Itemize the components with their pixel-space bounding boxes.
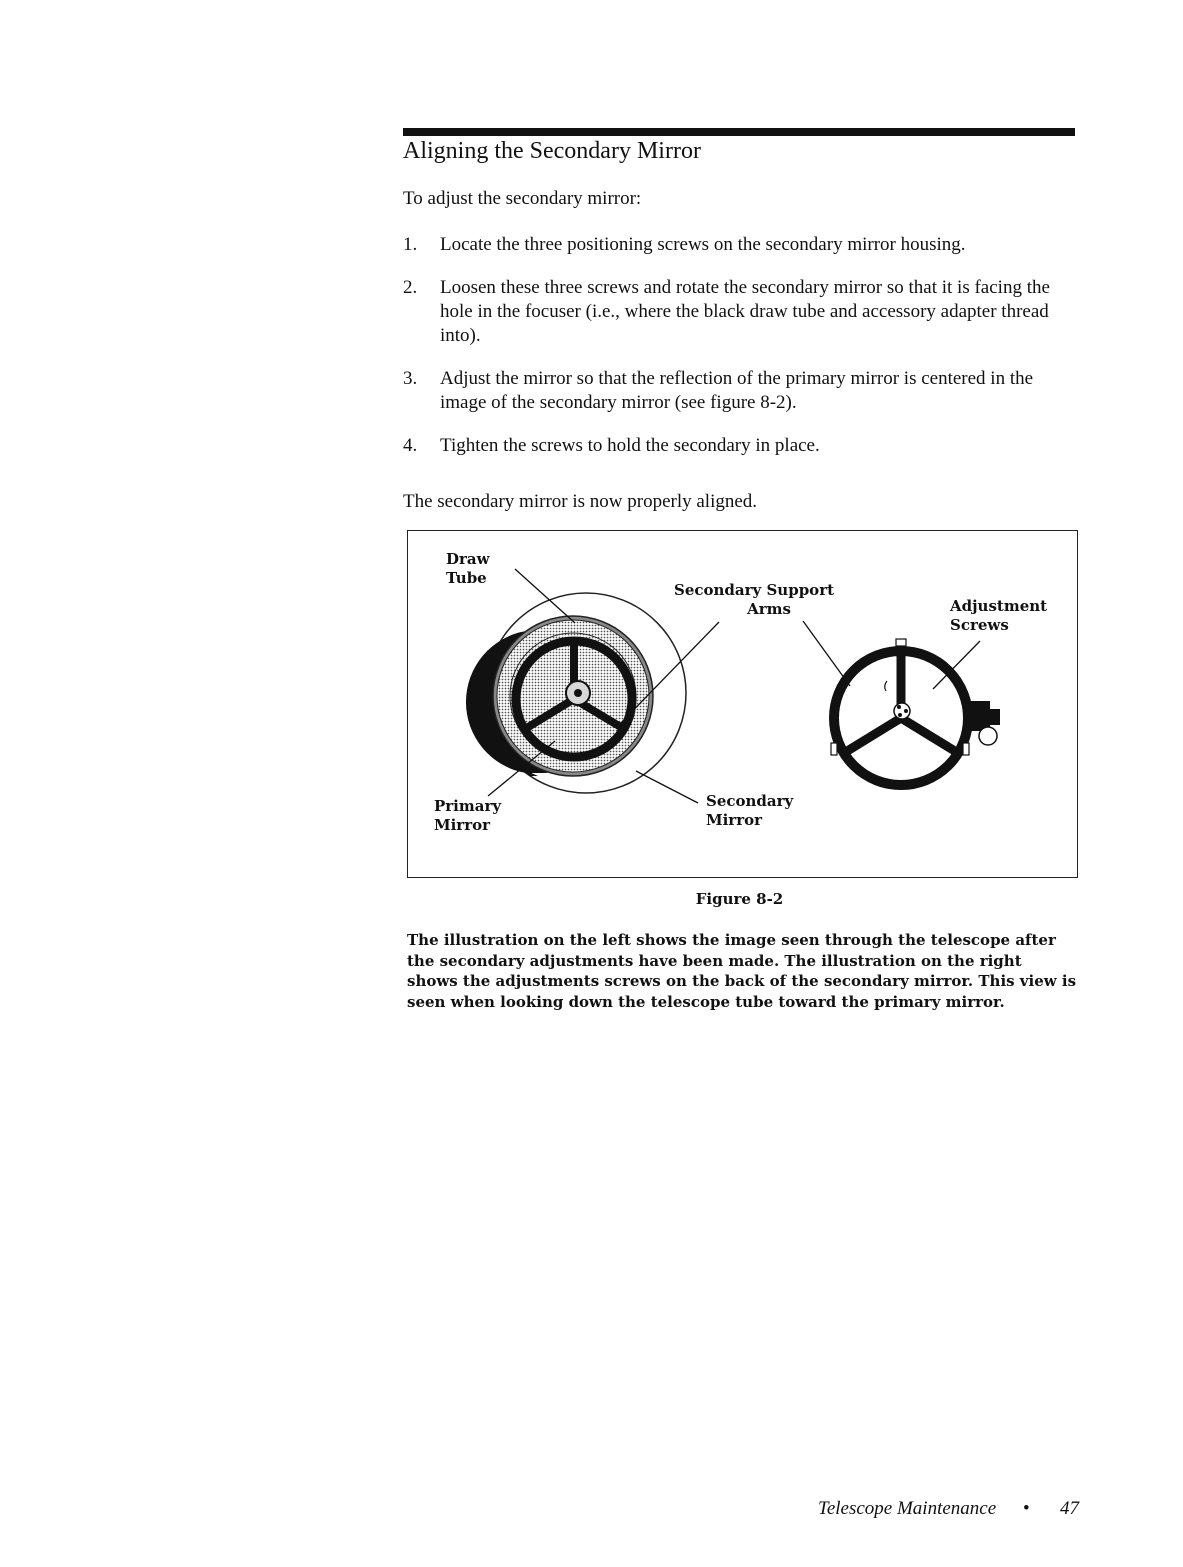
step-text: Tighten the screws to hold the secondary in place. xyxy=(440,435,820,456)
telescope-view-illustration xyxy=(466,593,686,793)
figure-8-2 xyxy=(407,530,1078,878)
steps-list xyxy=(403,233,1075,477)
label-adjustment-screws: Adjustment Screws xyxy=(950,597,1048,634)
section-title: Aligning the Secondary Mirror xyxy=(403,138,701,164)
label-secondary-mirror: Secondary Mirror xyxy=(706,792,794,829)
step-4 xyxy=(403,434,1075,458)
figure-description: The illustration on the left shows the image seen through the telescope after the secondary adjustments have been made. The illustration on the right shows the adjustments screws on the back of the secondary mirror. This view is seen when looking down the telescope tube toward the primary mirror. xyxy=(407,931,1077,1011)
step-2 xyxy=(403,276,1075,348)
tube-clip xyxy=(896,639,906,646)
step-number: 4. xyxy=(403,435,418,456)
label-draw-tube: Draw Tube xyxy=(446,550,490,587)
step-text: Loosen these three screws and rotate the secondary mirror so that it is facing the hole in the focuser (i.e., where the black draw tube and accessory adapter thread into). xyxy=(440,277,1050,346)
figure-caption: Figure 8-2 xyxy=(695,890,784,908)
secondary-back-illustration xyxy=(831,639,1000,785)
step-text: Locate the three positioning screws on the secondary mirror housing. xyxy=(440,234,966,255)
step-number: 2. xyxy=(403,277,418,298)
step-text: Adjust the mirror so that the reflection of the primary mirror is centered in the image of the secondary mirror (see figure 8-2). xyxy=(440,368,1034,413)
footer-bullet: • xyxy=(1023,1498,1030,1519)
label-primary-mirror: Primary Mirror xyxy=(434,797,502,834)
step-number: 3. xyxy=(403,368,418,389)
step-number: 1. xyxy=(403,234,418,255)
page-footer xyxy=(818,1498,1079,1520)
tube-clip xyxy=(831,743,837,755)
tube-clip xyxy=(963,743,969,755)
spider-vane-right xyxy=(901,718,958,753)
intro-text: To adjust the secondary mirror: xyxy=(403,188,642,209)
footer-section: Telescope Maintenance xyxy=(818,1498,997,1519)
outro-text: The secondary mirror is now properly aligned. xyxy=(403,491,758,512)
step-1 xyxy=(403,233,1075,257)
focuser-wheel xyxy=(979,727,997,745)
label-support-arms: Secondary Support Arms xyxy=(674,581,835,618)
focuser-knob xyxy=(990,709,1000,725)
page-number: 47 xyxy=(1060,1498,1079,1519)
step-3 xyxy=(403,367,1075,415)
spider-vane-left xyxy=(844,718,901,753)
secondary-holder-center xyxy=(574,689,582,697)
header-rule xyxy=(403,128,1075,136)
